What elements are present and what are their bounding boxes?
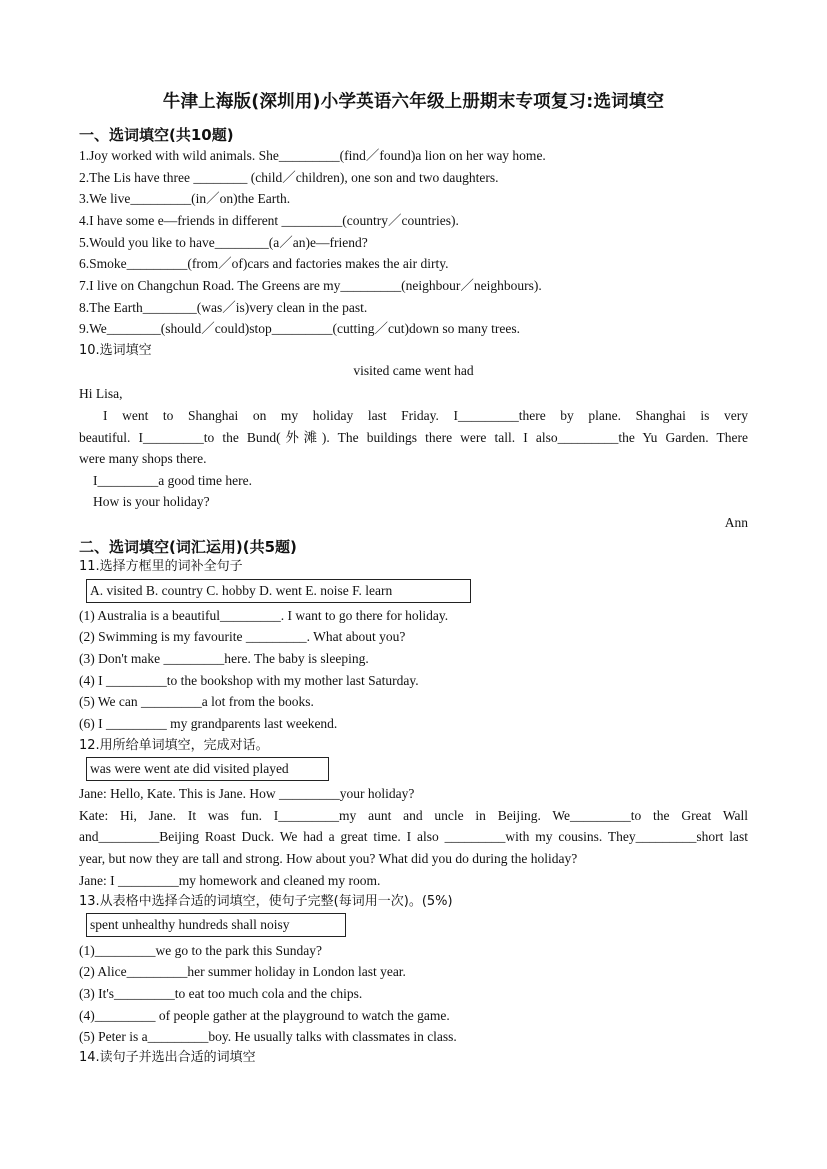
q11-line-4: (4) I _________to the bookshop with my mother last Saturday. (79, 673, 419, 688)
q13-word-box: spent unhealthy hundreds shall noisy (86, 913, 346, 937)
q13-line-4: (4)_________ of people gather at the playground to watch the game. (79, 1008, 450, 1023)
q12-dialog-kate-line-2: and_________Beijing Roast Duck. We had a great time. I also _________with my cousins. They_________short last (79, 829, 748, 844)
q13-line-3: (3) It's_________to eat too much cola and the chips. (79, 986, 363, 1001)
question-14-prompt: 14.读句子并选出合适的词填空 (79, 1050, 256, 1065)
q11-line-2: (2) Swimming is my favourite _________. What about you? (79, 629, 406, 644)
letter-paragraph-2: I_________a good time here. (93, 473, 252, 488)
letter-paragraph-line-1: I went to Shanghai on my holiday last Friday. I_________there by plane. Shanghai is very (103, 408, 748, 423)
question-1: 1.Joy worked with wild animals. She_________(find／found)a lion on her way home. (79, 148, 546, 163)
question-5: 5.Would you like to have________(a／an)e—friend? (79, 235, 368, 250)
q11-line-3: (3) Don't make _________here. The baby is sleeping. (79, 651, 369, 666)
q13-line-2: (2) Alice_________her summer holiday in London last year. (79, 964, 406, 979)
letter-greeting: Hi Lisa, (79, 386, 123, 401)
question-11-prompt: 11.选择方框里的词补全句子 (79, 559, 243, 574)
question-13-prompt: 13.从表格中选择合适的词填空，使句子完整(每词用一次)。(5%) (79, 894, 453, 909)
q12-word-box: was were went ate did visited played (86, 757, 329, 781)
question-8: 8.The Earth________(was／is)very clean in the past. (79, 300, 368, 315)
question-9: 9.We________(should／could)stop_________(cutting／cut)down so many trees. (79, 321, 520, 336)
q11-line-6: (6) I _________ my grandparents last weekend. (79, 716, 338, 731)
question-10: 10.选词填空 (79, 343, 152, 358)
page-title: 牛津上海版(深圳用)小学英语六年级上册期末专项复习:选词填空 (162, 92, 665, 112)
question-7: 7.I live on Changchun Road. The Greens are my_________(neighbour／neighbours). (79, 278, 542, 293)
question-6: 6.Smoke_________(from／of)cars and factories makes the air dirty. (79, 256, 449, 271)
q12-dialog-jane-1: Jane: Hello, Kate. This is Jane. How _________your holiday? (79, 786, 415, 801)
q12-dialog-kate-line-1: Kate: Hi, Jane. It was fun. I_________my aunt and uncle in Beijing. We_________to the Great Wall (79, 808, 748, 823)
q12-dialog-jane-2: Jane: I _________my homework and cleaned my room. (79, 873, 381, 888)
letter-signature: Ann (724, 515, 748, 530)
section-1-heading: 一、选词填空(共10题) (79, 126, 234, 144)
letter-paragraph-line-3: were many shops there. (79, 451, 207, 466)
section-2-heading: 二、选词填空(词汇运用)(共5题) (79, 538, 297, 556)
letter-paragraph-3: How is your holiday? (93, 494, 210, 509)
q11-line-1: (1) Australia is a beautiful_________. I want to go there for holiday. (79, 608, 449, 623)
q13-line-5: (5) Peter is a_________boy. He usually talks with classmates in class. (79, 1029, 457, 1044)
q10-word-bank: visited came went had (353, 363, 474, 378)
question-2: 2.The Lis have three ________ (child／children), one son and two daughters. (79, 170, 499, 185)
question-12-prompt: 12.用所给单词填空，完成对话。 (79, 738, 269, 753)
q11-word-box: A. visited B. country C. hobby D. went E. noise F. learn (86, 579, 471, 603)
q11-line-5: (5) We can _________a lot from the books. (79, 694, 314, 709)
q12-dialog-kate-line-3: year, but now they are tall and strong. How about you? What did you do during the holiday? (79, 851, 578, 866)
letter-paragraph-line-2: beautiful. I_________to the Bund(外滩). The buildings there were tall. I also_________the Yu Garden. There (79, 430, 748, 445)
q13-line-1: (1)_________we go to the park this Sunday? (79, 943, 322, 958)
question-3: 3.We live_________(in／on)the Earth. (79, 191, 291, 206)
question-4: 4.I have some e—friends in different _________(country／countries). (79, 213, 459, 228)
